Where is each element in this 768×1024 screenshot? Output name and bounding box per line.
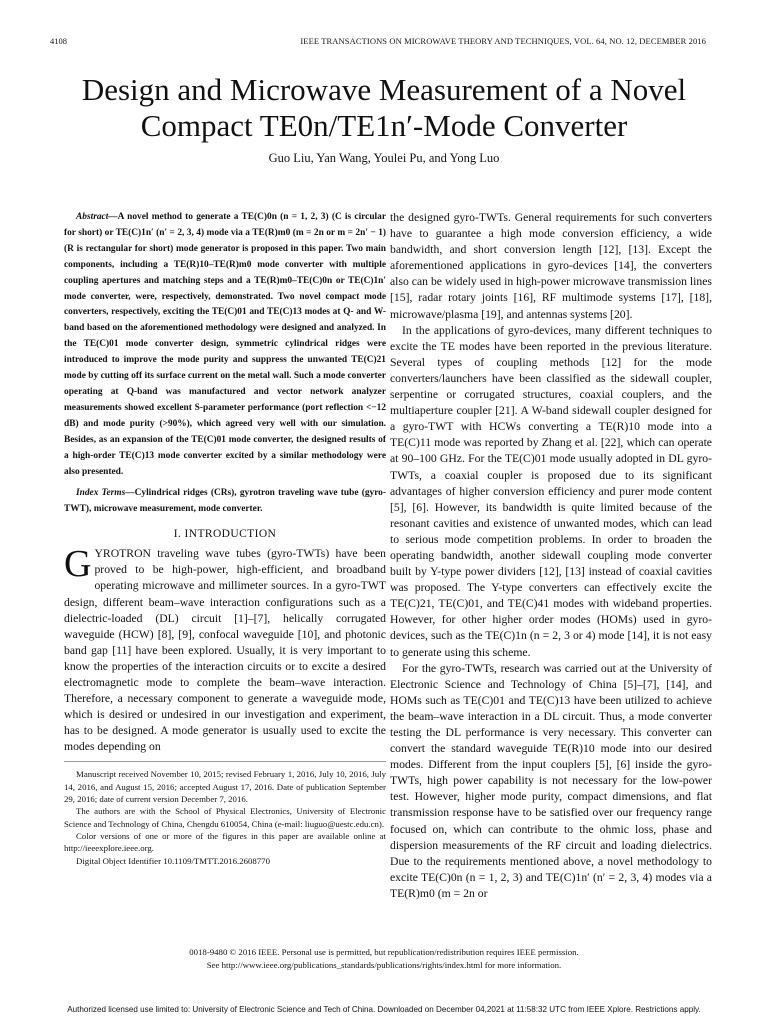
right-paragraph-2: In the applications of gyro-devices, many different techniques to excite the TE modes have been reported in the previous literature. Several types of coupling methods [12] for the mode converters/launchers have been classified as the sidewall coupler, serpentine or corrugated structures, coaxial couplers, and the multiaperture coupler [21]. A W-band sidewall coupler designed for a gyro-TWT with HCWs converting a TE(R)10 mode into a TE(C)11 mode was reported by Zhang et al. [22], which can operate at 90–100 GHz. For the TE(C)01 mode usually adopted in DL gyro-TWTs, a coaxial coupler is proposed due to its significant advantages of higher conversion efficiency and purer mode content [5], [6]. However, its bandwidth is quite limited because of the resonant cavities and existence of unwanted modes, which can lead to serious mode competition problems. In order to broaden the operating bandwidth, another sidewall coupling mode converter built by Y-type power dividers [12], [13] instead of coaxial cavities was proposed. The Y-type converters can effectively excite the TE(C)21, TE(C)01, and TE(C)41 modes with wideband properties. However, for other higher order modes (HOMs) used in gyro-devices, such as the TE(C)1n (n = 2, 3 or 4) mode [14], it is not easy to generate using this scheme. bbox=[390, 323, 712, 659]
copyright-line-2: See http://www.ieee.org/publications_standards/publications/rights/index.html for more information. bbox=[206, 959, 562, 970]
abstract-text: A novel method to generate a TE(C)0n (n = 1, 2, 3) (C is circular for short) or TE(C)1n′ (n′ = 2, 3, 4) mode via a TE(R)m0 (m = 2n or m = 2n′ − 1) (R is rectangular for short) mode generator is proposed in this paper. Two main components, including a TE(R)10–TE(R)m0 mode converter with multiple coupling apertures and matching steps and a TE(R)m0–TE(C)0n or TE(C)1n′ mode converter, were, respectively, demonstrated. Two novel compact mode converters, respectively, exciting the TE(C)01 and TE(C)13 modes at Q- and W-band based on the aforementioned methodology were designed and analyzed. In the TE(C)01 mode converter design, symmetric cylindrical ridges were introduced to improve the mode purity and suppress the unwanted TE(C)21 mode by cutting off its surface current on the metal wall. Such a mode converter operating at Q-band was manufactured and vector network analyzer measurements showed excellent S-parameter performance (port reflection <−12 dB) and mode purity (>90%), which agreed very well with our simulation. Besides, as an expansion of the TE(C)01 mode converter, the designed results of a high-order TE(C)13 mode converter excited by a similar methodology were also presented. bbox=[64, 212, 386, 477]
footnote-affiliation: The authors are with the School of Physical Electronics, University of Electronic Science and Technology of China, Chengdu 610054, China (e-mail: liuguo@uestc.edu.cn). bbox=[64, 806, 386, 829]
footnote-color: Color versions of one or more of the figures in this paper are available online at http://ieeexplore.ieee.org. bbox=[64, 830, 386, 854]
index-terms-text: Cylindrical ridges (CRs), gyrotron traveling wave tube (gyro-TWT), microwave measurement, mode converter. bbox=[64, 488, 386, 515]
title-line-2: Compact TE0n/TE1n′-Mode Converter bbox=[140, 108, 628, 143]
journal-running-head: IEEE TRANSACTIONS ON MICROWAVE THEORY AND TECHNIQUES, VOL. 64, NO. 12, DECEMBER 2016 bbox=[300, 36, 706, 46]
intro-paragraph-1 bbox=[64, 543, 386, 755]
index-terms-lead: Index Terms— bbox=[76, 488, 135, 499]
right-paragraph-3: For the gyro-TWTs, research was carried out at the University of Electronic Science and Technology of China [5]–[7], [14], and HOMs such as TE(C)01 and TE(C)13 have been utilized to achieve the beam–wave interaction in a DL circuit. Thus, a mode converter testing the DL performance is very necessary. This converter can convert the standard waveguide TE(R)10 mode into our desired modes. Different from the input couplers [5], [6] inside the gyro-TWTs, high power capability is not necessary for the low-power test. However, higher mode purity, compact dimensions, and flat transmission response have to be satisfied over our frequency range focused on, which can contribute to the ohmic loss, phase and dispersion measurements of the RF circuit and loading dielectrics. Due to the requirements mentioned above, a novel methodology to excite TE(C)0n (n = 1, 2, 3) and TE(C)1n′ (n′ = 2, 3, 4) modes via a TE(R)m0 (m = 2n or bbox=[390, 661, 712, 900]
footnotes bbox=[64, 761, 386, 866]
index-terms bbox=[64, 486, 386, 518]
authorized-use-notice: Authorized licensed use limited to: University of Electronic Science and Tech of China. Downloaded on December 04,2021 at 11:58:32 UTC from IEEE Xplore. Restrictions apply. bbox=[67, 1005, 701, 1014]
footnote-doi: Digital Object Identifier 10.1109/TMTT.2016.2608770 bbox=[76, 855, 270, 866]
paper-title bbox=[0, 72, 768, 144]
abstract bbox=[64, 210, 386, 480]
right-column bbox=[390, 210, 712, 902]
author-list: Guo Liu, Yan Wang, Youlei Pu, and Yong Luo bbox=[268, 151, 500, 165]
footnote-received: Manuscript received November 10, 2015; revised February 1, 2016, July 10, 2016, July 14, 2016, and August 15, 2016; accepted August 17, 2016. Date of publication September 29, 2016; date of current version December 7, 2016. bbox=[64, 769, 386, 805]
left-column bbox=[64, 210, 386, 867]
copyright-line-1: 0018-9480 © 2016 IEEE. Personal use is permitted, but republication/redistribution requires IEEE permission. bbox=[189, 947, 579, 957]
section-heading-introduction: I. INTRODUCTION bbox=[173, 528, 277, 541]
abstract-lead: Abstract— bbox=[76, 212, 118, 222]
intro-paragraph-1-text: YROTRON traveling wave tubes (gyro-TWTs) have been proved to be high-power, high-efficient, and broadband operating microwave and millimeter sources. In a gyro-TWT design, different beam–wave interaction configurations such as a dielectric-loaded (DL) circuit [1]–[7], helically corrugated waveguide (HCW) [8], [9], confocal waveguide [10], and photonic band gap [11] have been explored. Usually, it is very important to know the properties of the interaction circuits or to excite a desired electromagnetic mode to complete the beam–wave interaction. Therefore, a necessary component to generate a waveguide mode, which is desired or undesired in our investigation and experiment, has to be designed. A mode generator is usually used to excite the modes depending on bbox=[64, 547, 386, 754]
drop-cap: G bbox=[64, 543, 92, 586]
page-number: 4108 bbox=[50, 36, 67, 46]
right-paragraph-1: the designed gyro-TWTs. General requirements for such converters have to guarantee a high mode conversion efficiency, a wide bandwidth, and short conversion length [12], [13]. Except the aforementioned applications in gyro-devices [14], the converters also can be widely used in high-power microwave transmission lines [15], radar rotary joints [16], RF multimode systems [17], [18], microwave/plasma [19], and antennas systems [20]. bbox=[390, 211, 712, 321]
copyright-notice bbox=[0, 946, 768, 971]
title-line-1: Design and Microwave Measurement of a Novel bbox=[81, 72, 687, 107]
